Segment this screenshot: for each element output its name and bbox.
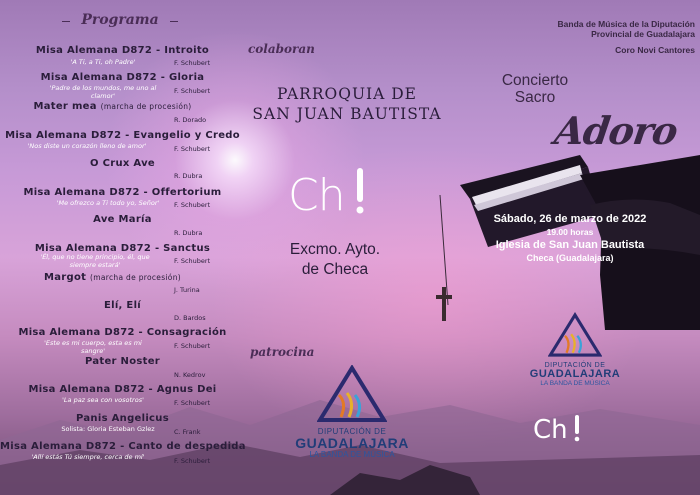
event-place: Iglesia de San Juan Bautista [495, 239, 645, 251]
parroquia-line1: PARROQUIA DE [276, 85, 417, 103]
checa-logo-small [533, 415, 583, 445]
program-item-title-row [0, 272, 235, 283]
program-item-title: Misa Alemana D872 - Offertorium [23, 187, 222, 198]
program-item-composer: C. Frank [174, 428, 201, 436]
banda-line2: Provincial de Guadalajara [591, 29, 695, 39]
program-item-subtitle: 'Este es mi cuerpo, esta es mi sangre' [44, 339, 142, 355]
logo-line3: LA BANDA DE MÚSICA [309, 450, 395, 459]
diputacion-logo [292, 365, 412, 459]
program-item-title-row [0, 101, 235, 112]
exclamation-mark-icon [571, 413, 583, 443]
parroquia-name [242, 84, 452, 124]
program-item-subtitle: 'Nos diste un corazón lleno de amor' [27, 142, 147, 150]
program-item-composer: F. Schubert [174, 201, 211, 209]
coro-name: Coro Novi Cantores [615, 45, 695, 55]
program-item-composer: R. Dubra [174, 229, 203, 237]
program-title: Programa [81, 12, 159, 28]
diputacion-triangle-icon [317, 365, 387, 423]
concierto-line2: Sacro [514, 89, 556, 106]
program-item-subtitle: 'Padre de los mundos, me uno al clamor' [49, 84, 157, 100]
ayuntamiento-name [270, 240, 400, 280]
checa-logo [288, 170, 371, 221]
program-item-subtitle: 'Allí estás Tú siempre, cerca de mí' [31, 453, 145, 461]
program-item-subtitle: 'La paz sea con vosotros' [62, 396, 144, 404]
program-item-title: Margot [44, 272, 87, 283]
program-item-title: Misa Alemana D872 - Evangelio y Credo [5, 130, 240, 141]
program-item-subtitle: 'Me ofrezco a Ti todo yo, Señor' [56, 199, 160, 207]
event-city: Checa (Guadalajara) [526, 253, 614, 263]
program-item-subtitle: 'Él, que no tiene principio, él, que siempre estará' [40, 253, 150, 269]
program-item-note: (marcha de procesión) [100, 102, 192, 111]
program-item-title: Panis Angelicus [76, 413, 169, 424]
logo-line1: DIPUTACIÓN DE [317, 427, 387, 436]
event-date: Sábado, 26 de marzo de 2022 [493, 213, 647, 225]
ayto-line1: Excmo. Ayto. [289, 241, 381, 258]
checa-logo-text: Ch [533, 415, 568, 445]
program-item-composer: F. Schubert [174, 457, 211, 465]
banda-name [490, 19, 695, 39]
program-item-title: Misa Alemana D872 - Sanctus [34, 243, 211, 254]
program-item-title: Misa Alemana D872 - Gloria [40, 72, 205, 83]
exclamation-mark-icon [349, 164, 371, 216]
event-time: 19.00 horas [546, 227, 594, 237]
program-item-composer: F. Schubert [174, 59, 211, 67]
colaboran-heading: colaboran [248, 42, 315, 56]
program-item-subtitle: 'A Ti, a Ti, oh Padre' [70, 58, 136, 66]
program-item-title: Mater mea [33, 101, 97, 112]
logo-line2: GUADALAJARA [529, 368, 621, 380]
program-item-composer: F. Schubert [174, 145, 211, 153]
program-item-composer: F. Schubert [174, 87, 211, 95]
banda-line1: Banda de Música de la Diputación [557, 19, 695, 29]
parroquia-line2: SAN JUAN BAUTISTA [252, 105, 442, 123]
concierto-line1: Concierto [501, 72, 569, 89]
program-item-title: Misa Alemana D872 - Introito [35, 45, 210, 56]
program-item-title: Misa Alemana D872 - Agnus Dei [28, 384, 217, 395]
program-item-title: Ave María [93, 214, 152, 225]
program-item-composer: D. Bardos [174, 314, 206, 322]
program-item-title: O Crux Ave [90, 158, 155, 169]
program-item-composer: R. Dorado [174, 116, 207, 124]
ayto-line2: de Checa [301, 261, 369, 278]
program-item-soloist: Solista: Gloria Esteban Gzlez [61, 425, 155, 433]
program-item-composer: F. Schubert [174, 257, 211, 265]
logo-line3: LA BANDA DE MÚSICA [540, 380, 610, 387]
logo-line2: GUADALAJARA [295, 435, 409, 451]
program-item-composer: R. Dubra [174, 172, 203, 180]
program-column [0, 0, 245, 495]
concierto-title [470, 72, 600, 106]
diputacion-logo-right [525, 312, 625, 387]
adoro-title: Adoro [551, 108, 680, 153]
program-item-title: Misa Alemana D872 - Canto de despedida [0, 441, 246, 452]
program-item-composer: N. Kedrov [174, 371, 206, 379]
patrocina-heading: patrocina [250, 345, 315, 359]
program-item-composer: F. Schubert [174, 399, 211, 407]
program-item-title: Misa Alemana D872 - Consagración [18, 327, 227, 338]
program-item-title: Elí, Elí [103, 300, 142, 311]
program-item-composer: J. Turina [174, 286, 200, 294]
program-item-title: Pater Noster [84, 356, 161, 367]
logo-line1: DIPUTACIÓN DE [544, 362, 606, 369]
event-details [470, 212, 670, 264]
title-dash-right [170, 21, 178, 22]
diputacion-triangle-icon [548, 312, 602, 358]
program-item-note: (marcha de procesión) [90, 273, 181, 282]
checa-logo-text: Ch [288, 170, 345, 221]
program-item-composer: F. Schubert [174, 342, 211, 350]
